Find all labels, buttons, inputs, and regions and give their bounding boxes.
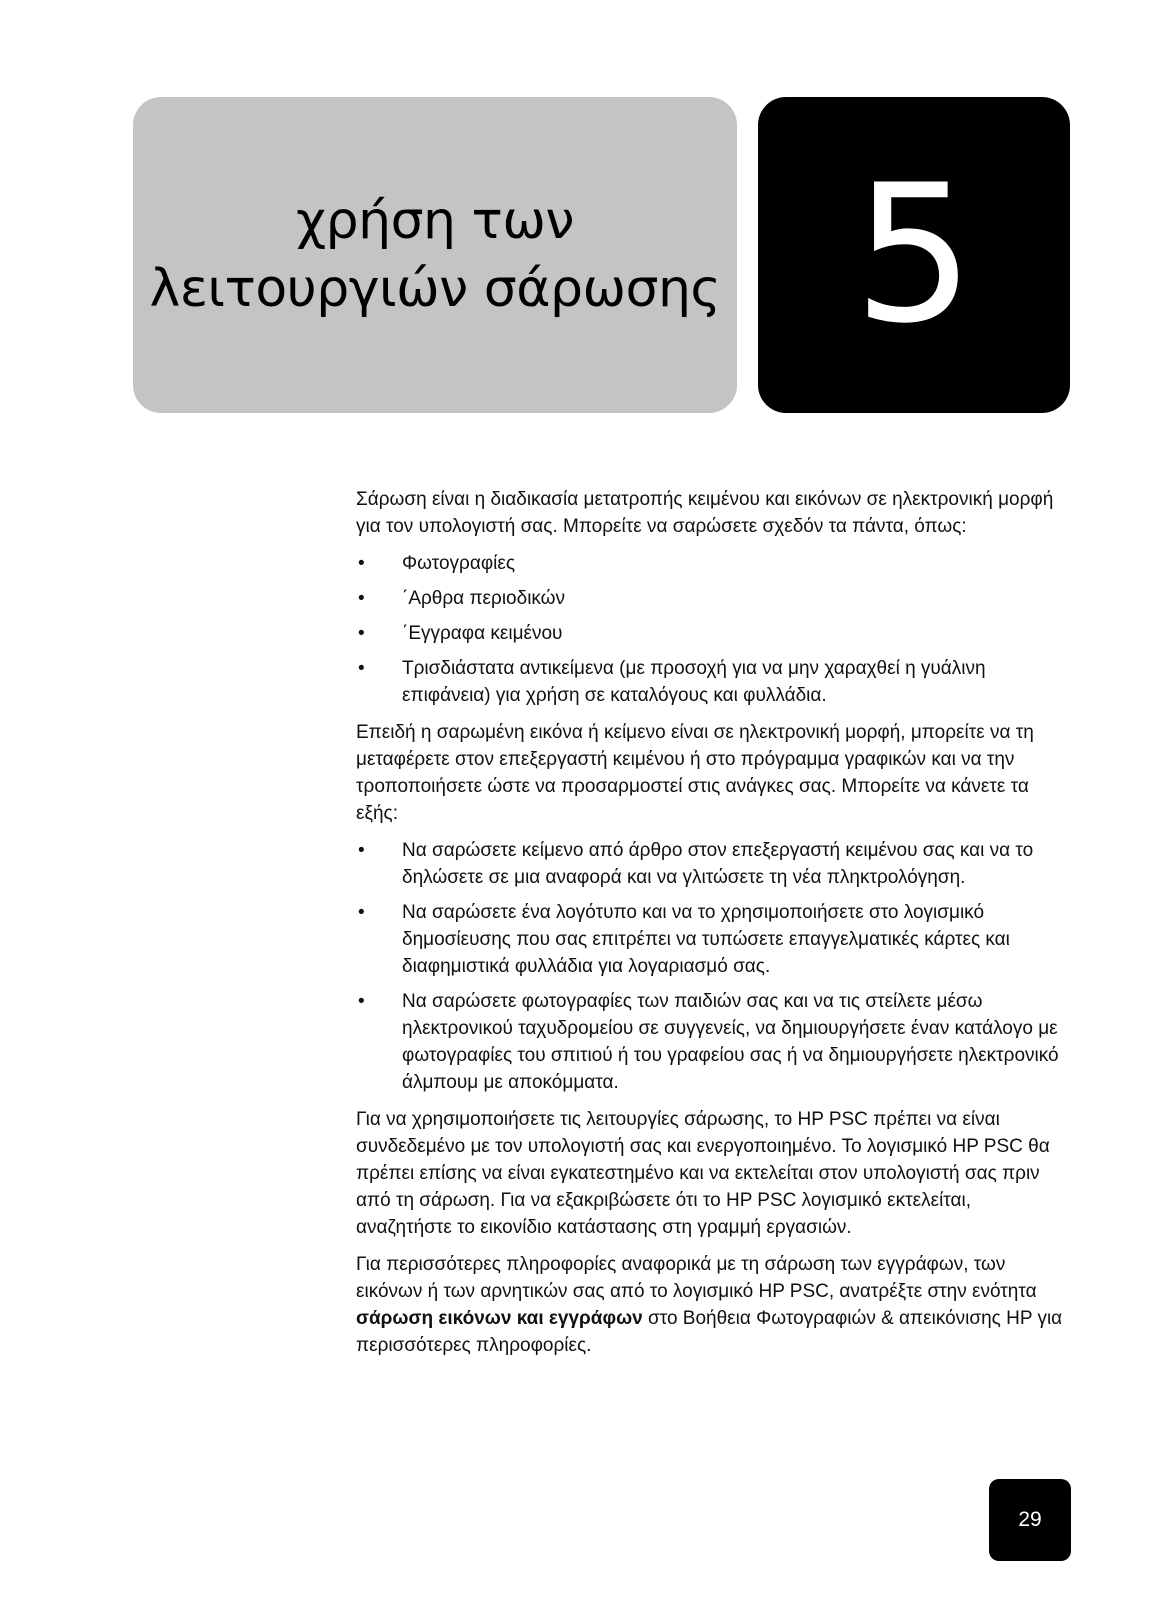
- bullet-icon: •: [358, 991, 365, 1012]
- list-item: • Φωτογραφίες: [356, 550, 1068, 577]
- page-number: 29: [1018, 1508, 1042, 1531]
- bullet-icon: •: [358, 588, 365, 609]
- paragraph-4: Για περισσότερες πληροφορίες αναφορικά με τη σάρωση των εγγράφων, των εικόνων ή των αρνητικών σας από το λογισμικό HP PSC, ανατρέξτε στην ενότητα σάρωση εικόνων και εγγράφων στο Βοήθεια Φωτογραφιών & απεικόνισης HP για περισσότερες πληροφορίες.: [356, 1254, 1063, 1356]
- chapter-number: 5: [853, 144, 975, 365]
- bullet-icon: •: [358, 902, 365, 923]
- intro-paragraph: Σάρωση είναι η διαδικασία μετατροπής κειμένου και εικόνων σε ηλεκτρονική μορφή για τον υπολογιστή σας. Μπορείτε να σαρώσετε σχεδόν τα πάντα, όπως:: [356, 489, 1054, 537]
- chapter-title: [150, 187, 721, 323]
- list-item: • Να σαρώσετε ένα λογότυπο και να το χρησιμοποιήσετε στο λογισμικό δημοσίευσης που σας επιτρέπει να τυπώσετε επαγγελματικές κάρτες και διαφημιστικά φυλλάδια για λογαριασμό σας.: [356, 899, 1068, 980]
- list-item: • ΄Εγγραφα κειμένου: [356, 620, 1068, 647]
- paragraph-3: Για να χρησιμοποιήσετε τις λειτουργίες σάρωσης, το HP PSC πρέπει να είναι συνδεδεμένο με τον υπολογιστή σας και ενεργοποιημένο. Το λογισμικό HP PSC θα πρέπει επίσης να είναι εγκατεστημένο και να εκτελείται στον υπολογιστή σας πριν από τη σάρωση. Για να εξακριβώσετε ότι το HP PSC λογισμικό εκτελείται, αναζητήστε το εικονίδιο κατάστασης στη γραμμή εργασιών.: [356, 1109, 1050, 1238]
- chapter-number-box: [758, 97, 1070, 413]
- scan-items-list: [356, 550, 1068, 709]
- bullet-icon: •: [358, 658, 365, 679]
- list-item: • ΄Αρθρα περιοδικών: [356, 585, 1068, 612]
- chapter-title-line2: λειτουργιών σάρωσης: [149, 259, 721, 319]
- paragraph-2: Επειδή η σαρωμένη εικόνα ή κείμενο είναι σε ηλεκτρονική μορφή, μπορείτε να τη μεταφέρετε στον επεξεργαστή κειμένου ή στο πρόγραμμα γραφικών και να την τροποποιήσετε ώστε να προσαρμοστεί στις ανάγκες σας. Μπορείτε να κάνετε τα εξής:: [356, 722, 1034, 824]
- bullet-icon: •: [358, 840, 365, 861]
- list-item: • Τρισδιάστατα αντικείμενα (με προσοχή για να μην χαραχθεί η γυάλινη επιφάνεια) για χρήση σε καταλόγους και φυλλάδια.: [356, 655, 1068, 709]
- chapter-title-line1: χρήση των: [296, 191, 574, 251]
- chapter-title-box: [133, 97, 737, 413]
- bullet-icon: •: [358, 623, 365, 644]
- help-topic-reference: σάρωση εικόνων και εγγράφων: [356, 1308, 643, 1329]
- body-text: [356, 486, 1068, 1369]
- list-item: • Να σαρώσετε κείμενο από άρθρο στον επεξεργαστή κειμένου σας και να το δηλώσετε σε μια αναφορά και να γλιτώσετε τη νέα πληκτρολόγηση.: [356, 837, 1068, 891]
- uses-list: [356, 837, 1068, 1096]
- page-number-box: [989, 1479, 1071, 1561]
- bullet-icon: •: [358, 553, 365, 574]
- list-item: • Να σαρώσετε φωτογραφίες των παιδιών σας και να τις στείλετε μέσω ηλεκτρονικού ταχυδρομείου σε συγγενείς, να δημιουργήσετε έναν κατάλογο με φωτογραφίες του σπιτιού ή του γραφείου σας ή να δημιουργήσετε ηλεκτρονικό άλμπουμ με αποκόμματα.: [356, 988, 1068, 1096]
